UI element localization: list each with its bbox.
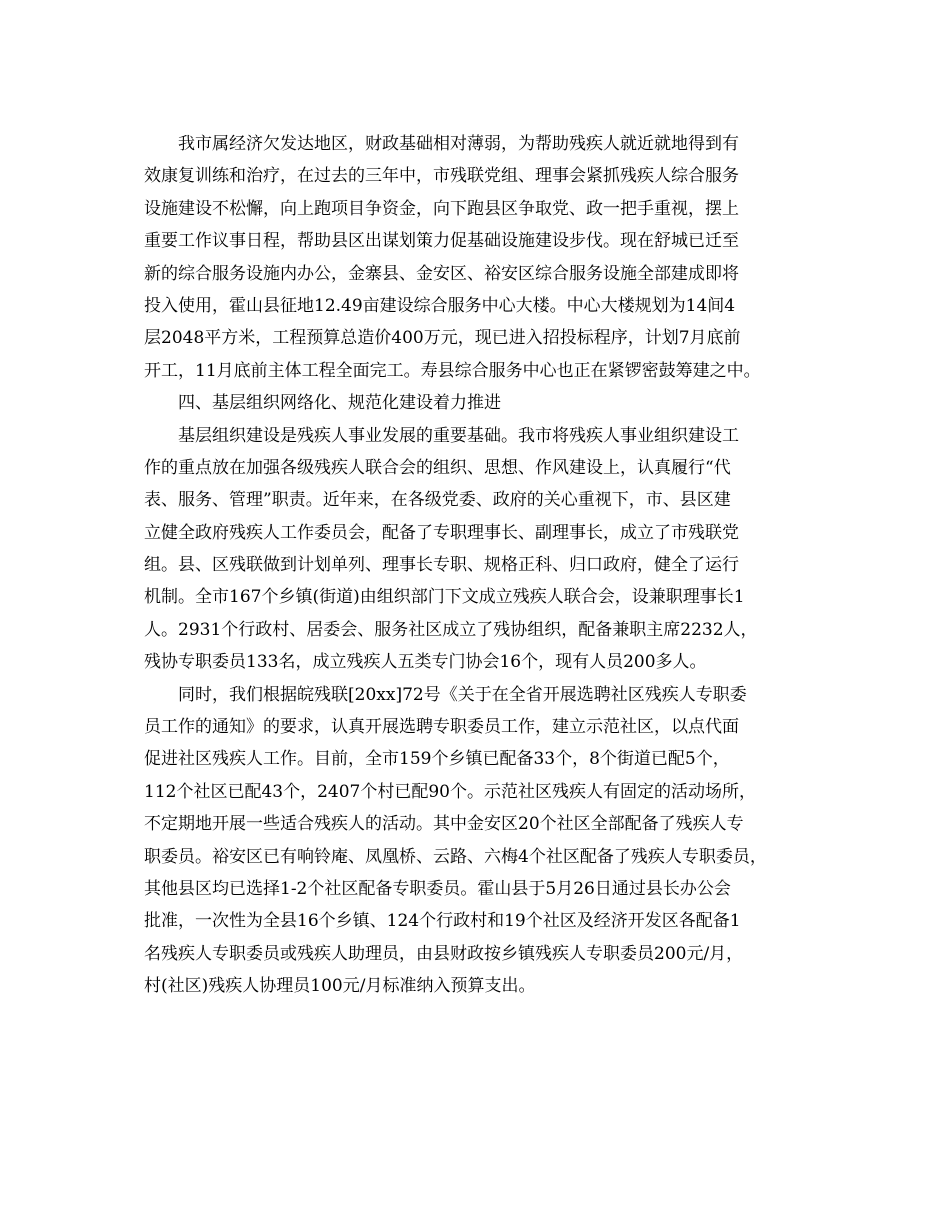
paragraph-1-line-5: 新的综合服务设施内办公，金寨县、金安区、裕安区综合服务设施全部建成即将	[144, 263, 739, 284]
paragraph-1-line-1: 我市属经济欠发达地区，财政基础相对薄弱，为帮助残疾人就近就地得到有	[178, 134, 739, 154]
paragraph-3-line-7: 其他县区均已选择1-2个社区配备专职委员。霍山县于5月26日通过县长办公会	[144, 878, 731, 899]
paragraph-3-line-6: 职委员。裕安区已有响铃庵、凤凰桥、云路、六梅4个社区配备了残疾人专职委员，	[144, 846, 767, 867]
paragraph-2-line-5: 组。县、区残联做到计划单列、理事长专职、规格正科、归口政府，健全了运行	[144, 555, 739, 576]
paragraph-3-line-9: 名残疾人专职委员或残疾人助理员，由县财政按乡镇残疾人专职委员200元/月，	[144, 943, 744, 964]
paragraph-2-line-4: 立健全政府残疾人工作委员会，配备了专职理事长、副理事长，成立了市残联党	[144, 522, 739, 543]
paragraph-1-line-6: 投入使用，霍山县征地12.49亩建设综合服务中心大楼。中心大楼规划为14间4	[144, 295, 736, 316]
paragraph-3-line-10: 村(社区)残疾人协理员100元/月标准纳入预算支出。	[144, 976, 536, 997]
paragraph-3-line-4: 112个社区已配43个，2407个村已配90个。示范社区残疾人有固定的活动场所，	[144, 781, 756, 802]
paragraph-3-line-2: 员工作的通知》的要求，认真开展选聘专职委员工作，建立示范社区，以点代面	[144, 717, 739, 738]
paragraph-1-line-2: 效康复训练和治疗，在过去的三年中，市残联党组、理事会紧抓残疾人综合服务	[144, 166, 739, 187]
paragraph-1-line-4: 重要工作议事日程，帮助县区出谋划策力促基础设施建设步伐。现在舒城已迁至	[144, 231, 739, 252]
paragraph-3-line-3: 促进社区残疾人工作。目前，全市159个乡镇已配备33个，8个街道已配5个，	[144, 749, 730, 770]
paragraph-3-line-8: 批准，一次性为全县16个乡镇、124个行政村和19个社区及经济开发区各配备1	[144, 911, 741, 932]
paragraph-1-line-3: 设施建设不松懈，向上跑项目争资金，向下跑县区争取党、政一把手重视，摆上	[144, 198, 739, 219]
section-heading: 四、基层组织网络化、规范化建设着力推进	[178, 393, 501, 414]
paragraph-2-line-7: 人。2931个行政村、居委会、服务社区成立了残协组织，配备兼职主席2232人，	[144, 619, 758, 640]
paragraph-2-line-8: 残协专职委员133名，成立残疾人五类专门协会16个，现有人员200多人。	[144, 652, 707, 673]
paragraph-2-line-6: 机制。全市167个乡镇(街道)由组织部门下文成立残疾人联合会，设兼职理事长1	[144, 587, 745, 608]
paragraph-2-line-1: 基层组织建设是残疾人事业发展的重要基础。我市将残疾人事业组织建设工	[178, 425, 739, 446]
paragraph-3-line-5: 不定期地开展一些适合残疾人的活动。其中金安区20个社区全部配备了残疾人专	[144, 814, 744, 835]
paragraph-1-line-7: 层2048平方米，工程预算总造价400万元，现已进入招投标程序，计划7月底前	[144, 328, 741, 349]
paragraph-2-line-3: 表、服务、管理”职责。近年来，在各级党委、政府的关心重视下，市、县区建	[144, 490, 731, 511]
paragraph-3-line-1: 同时，我们根据皖残联[20xx]72号《关于在全省开展选聘社区残疾人专职委	[178, 684, 747, 705]
document-body	[144, 128, 824, 1003]
paragraph-1-line-8: 开工，11月底前主体工程全面完工。寿县综合服务中心也正在紧锣密鼓筹建之中。	[144, 360, 761, 381]
paragraph-2-line-2: 作的重点放在加强各级残疾人联合会的组织、思想、作风建设上，认真履行“代	[144, 457, 731, 478]
